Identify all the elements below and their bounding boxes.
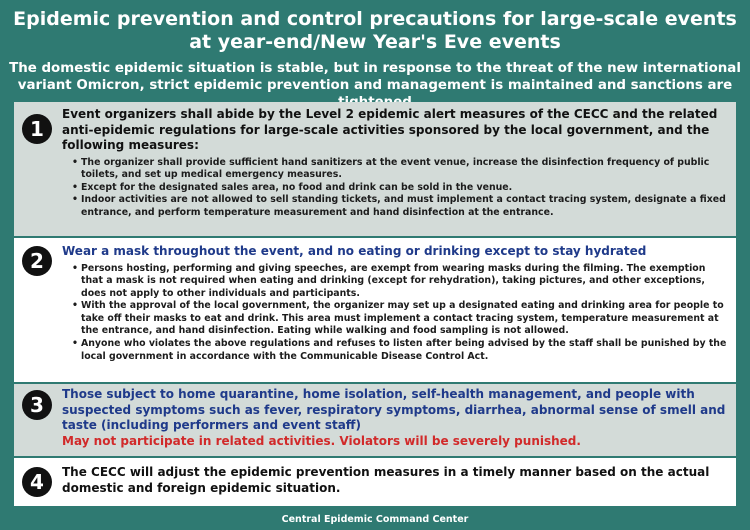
section-2-bullet: • With the approval of the local government, the organizer may set up a designated eating and drinking area for people to take off their masks to eat and drink. This area must implement a contact tracing system, temperature measurement at the entrance, and hand disinfection. Eating while walking and food sampling is not allowed. [72,300,728,338]
section-3-warning: May not participate in related activities. Violators will be severely punished. [62,433,581,448]
footer-text: Central Epidemic Command Center [281,514,469,525]
section-4-card [14,458,736,506]
section-2-bullet: • Anyone who violates the above regulations and refuses to listen after being advised by the staff shall be punished by the local government in accordance with the Communicable Disease Control Act. [72,338,728,363]
section-1-bullet: • Except for the designated sales area, no food and drink can be sold in the venue. [72,182,728,195]
section-1-heading: Event organizers shall abide by the Level 2 epidemic alert measures of the CECC and the related anti-epidemic regulations for large-scale activities sponsored by the local government, and the following measures: [62,107,718,152]
section-2-bullet-list [62,263,728,364]
section-2-bullet: • Persons hosting, performing and giving speeches, are exempt from wearing masks during the filming. The exemption that a mask is not required when eating and drinking (except for rehydration), taking pictures, and other exceptions, does not apply to other individuals and participants. [72,263,728,301]
section-2-heading: Wear a mask throughout the event, and no eating or drinking except to stay hydrated [62,244,647,258]
section-1-bullet: • The organizer shall provide sufficient hand sanitizers at the event venue, increase the disinfection frequency of public toilets, and set up medical emergency measures. [72,157,728,182]
number-3-badge: 3 [22,390,52,420]
number-4-badge: 4 [22,467,52,497]
section-4-heading: The CECC will adjust the epidemic prevention measures in a timely manner based on the actual domestic and foreign epidemic situation. [62,465,710,495]
page-subtitle: The domestic epidemic situation is stable, but in response to the threat of the new international variant Omicron, strict epidemic prevention and management is maintained and sanctions are [9,61,741,93]
page-title: Epidemic prevention and control precautions for large-scale events at year-end/New Year's Eve events [13,8,737,53]
number-2-badge: 2 [22,246,52,276]
section-1-bullet: • Indoor activities are not allowed to sell standing tickets, and must implement a contact tracing system, designate a fixed entrance, and perform temperature measurement and hand disinfection at the entrance. [72,194,728,219]
section-3-heading: Those subject to home quarantine, home isolation, self-health management, and people with suspected symptoms such as fever, respiratory symptoms, diarrhea, abnormal sense of smell and taste (including performers and event staff) [62,387,726,432]
section-2-card [14,238,736,382]
section-1-bullet-list [62,157,728,220]
number-1-badge: 1 [22,114,52,144]
section-1-card [14,102,736,236]
section-3-card [14,384,736,456]
